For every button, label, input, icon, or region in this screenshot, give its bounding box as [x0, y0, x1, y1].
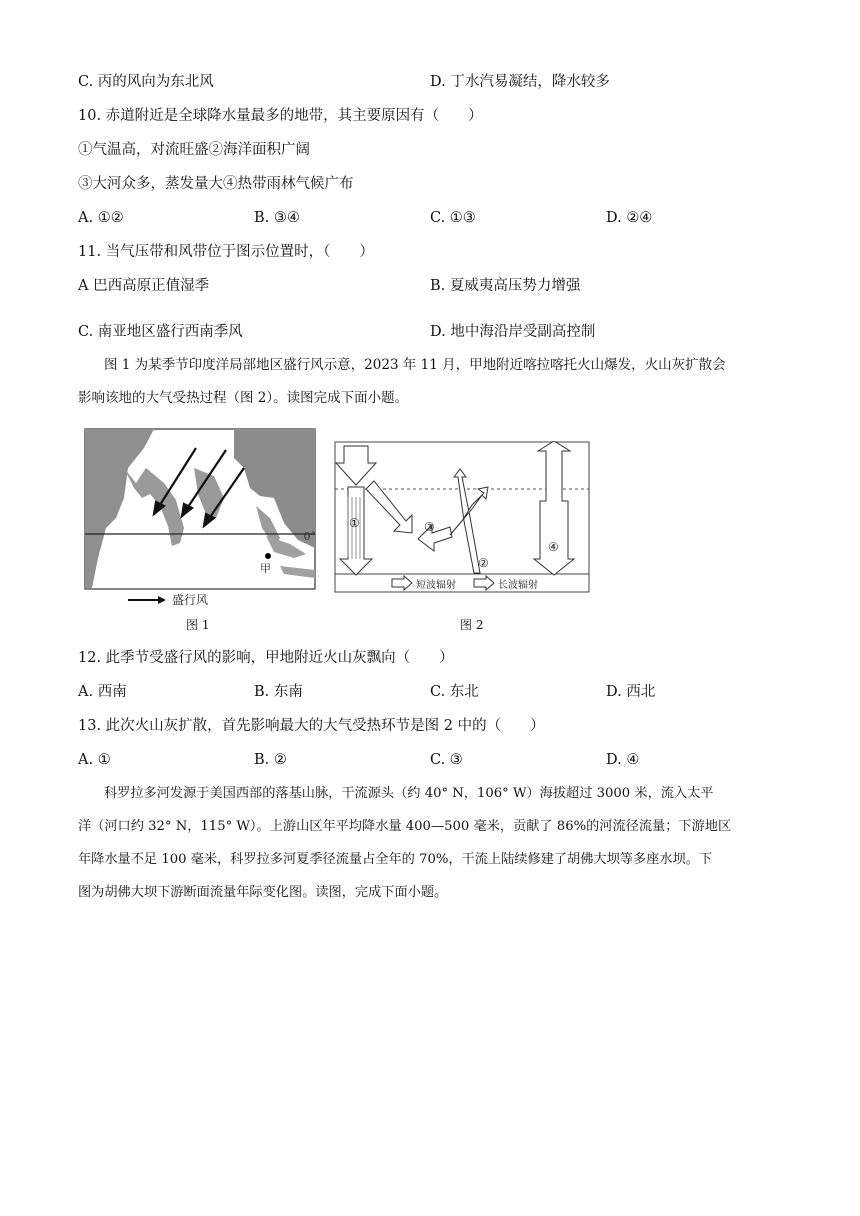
q10-statement-1: ①气温高，对流旺盛②海洋面积广阔	[78, 142, 310, 158]
figure-1-legend-label: 盛行风	[172, 593, 209, 607]
q11-option-c: C. 南亚地区盛行西南季风	[78, 324, 243, 340]
figure-2-legend-long: 长波辐射	[498, 580, 538, 591]
colorado-paragraph-line-2: 洋（河口约 32° N，115° W）。上游山区年平均降水量 400—500 毫米，贡献了 86%的河流径流量；下游地区	[78, 819, 732, 834]
q11-option-b: B. 夏威夷高压势力增强	[430, 278, 581, 294]
q12-option-a: A. 西南	[78, 684, 127, 700]
figure-2-label-1: ①	[349, 516, 360, 530]
q12-option-d: D. 西北	[606, 684, 656, 700]
q10-option-c: C. ①③	[430, 210, 476, 226]
q13-option-d: D. ④	[606, 752, 640, 768]
equator-label: 0°	[303, 530, 316, 543]
q12-option-c: C. 东北	[430, 684, 479, 700]
figure-2-caption: 图 2	[460, 618, 484, 632]
q12-option-b: B. 东南	[254, 684, 303, 700]
figure-2-diagram	[334, 441, 590, 595]
point-jia	[265, 553, 271, 559]
q13-option-a: A. ①	[78, 752, 111, 768]
colorado-paragraph-line-3: 年降水量不足 100 毫米，科罗拉多河夏季径流量占全年的 70%，干流上陆续修建了胡佛大坝等多座水坝。下	[78, 852, 713, 867]
q10-statement-2: ③大河众多，蒸发量大④热带雨林气候广布	[78, 176, 354, 192]
q9-option-d: D. 丁水汽易凝结，降水较多	[430, 74, 610, 90]
colorado-paragraph-line-4: 图为胡佛大坝下游断面流量年际变化图。读图，完成下面小题。	[78, 885, 448, 900]
q9-option-c: C. 丙的风向为东北风	[78, 74, 214, 90]
q11-option-d: D. 地中海沿岸受副高控制	[430, 324, 596, 340]
figure-1-map	[84, 428, 316, 608]
q11-option-a: A 巴西高原正值湿季	[78, 278, 210, 294]
q10-stem: 10. 赤道附近是全球降水量最多的地带，其主要原因有（ ）	[78, 108, 483, 124]
point-jia-label: 甲	[260, 562, 271, 575]
figure-2-legend-short: 短波辐射	[416, 580, 456, 591]
figure-2-label-3: ③	[424, 520, 435, 534]
figure-2-label-2: ②	[478, 556, 489, 570]
q10-option-d: D. ②④	[606, 210, 653, 226]
q13-option-b: B. ②	[254, 752, 287, 768]
q12-stem: 12. 此季节受盛行风的影响，甲地附近火山灰飘向（ ）	[78, 650, 454, 666]
q10-option-a: A. ①②	[78, 210, 124, 226]
q13-option-c: C. ③	[430, 752, 463, 768]
q10-option-b: B. ③④	[254, 210, 300, 226]
figure-2-label-4: ④	[548, 540, 559, 554]
colorado-paragraph-line-1: 科罗拉多河发源于美国西部的落基山脉，干流源头（约 40° N，106° W）海拔超过 3000 米，流入太平	[104, 786, 714, 801]
figure-1-caption: 图 1	[186, 618, 210, 632]
q11-stem: 11. 当气压带和风带位于图示位置时，（ ）	[78, 244, 374, 260]
intro-paragraph-line-1: 图 1 为某季节印度洋局部地区盛行风示意，2023 年 11 月，甲地附近喀拉喀托火山爆发，火山灰扩散会	[104, 357, 726, 373]
q13-stem: 13. 此次火山灰扩散，首先影响最大的大气受热环节是图 2 中的（ ）	[78, 718, 545, 734]
intro-paragraph-line-2: 影响该地的大气受热过程（图 2）。读图完成下面小题。	[78, 390, 409, 406]
